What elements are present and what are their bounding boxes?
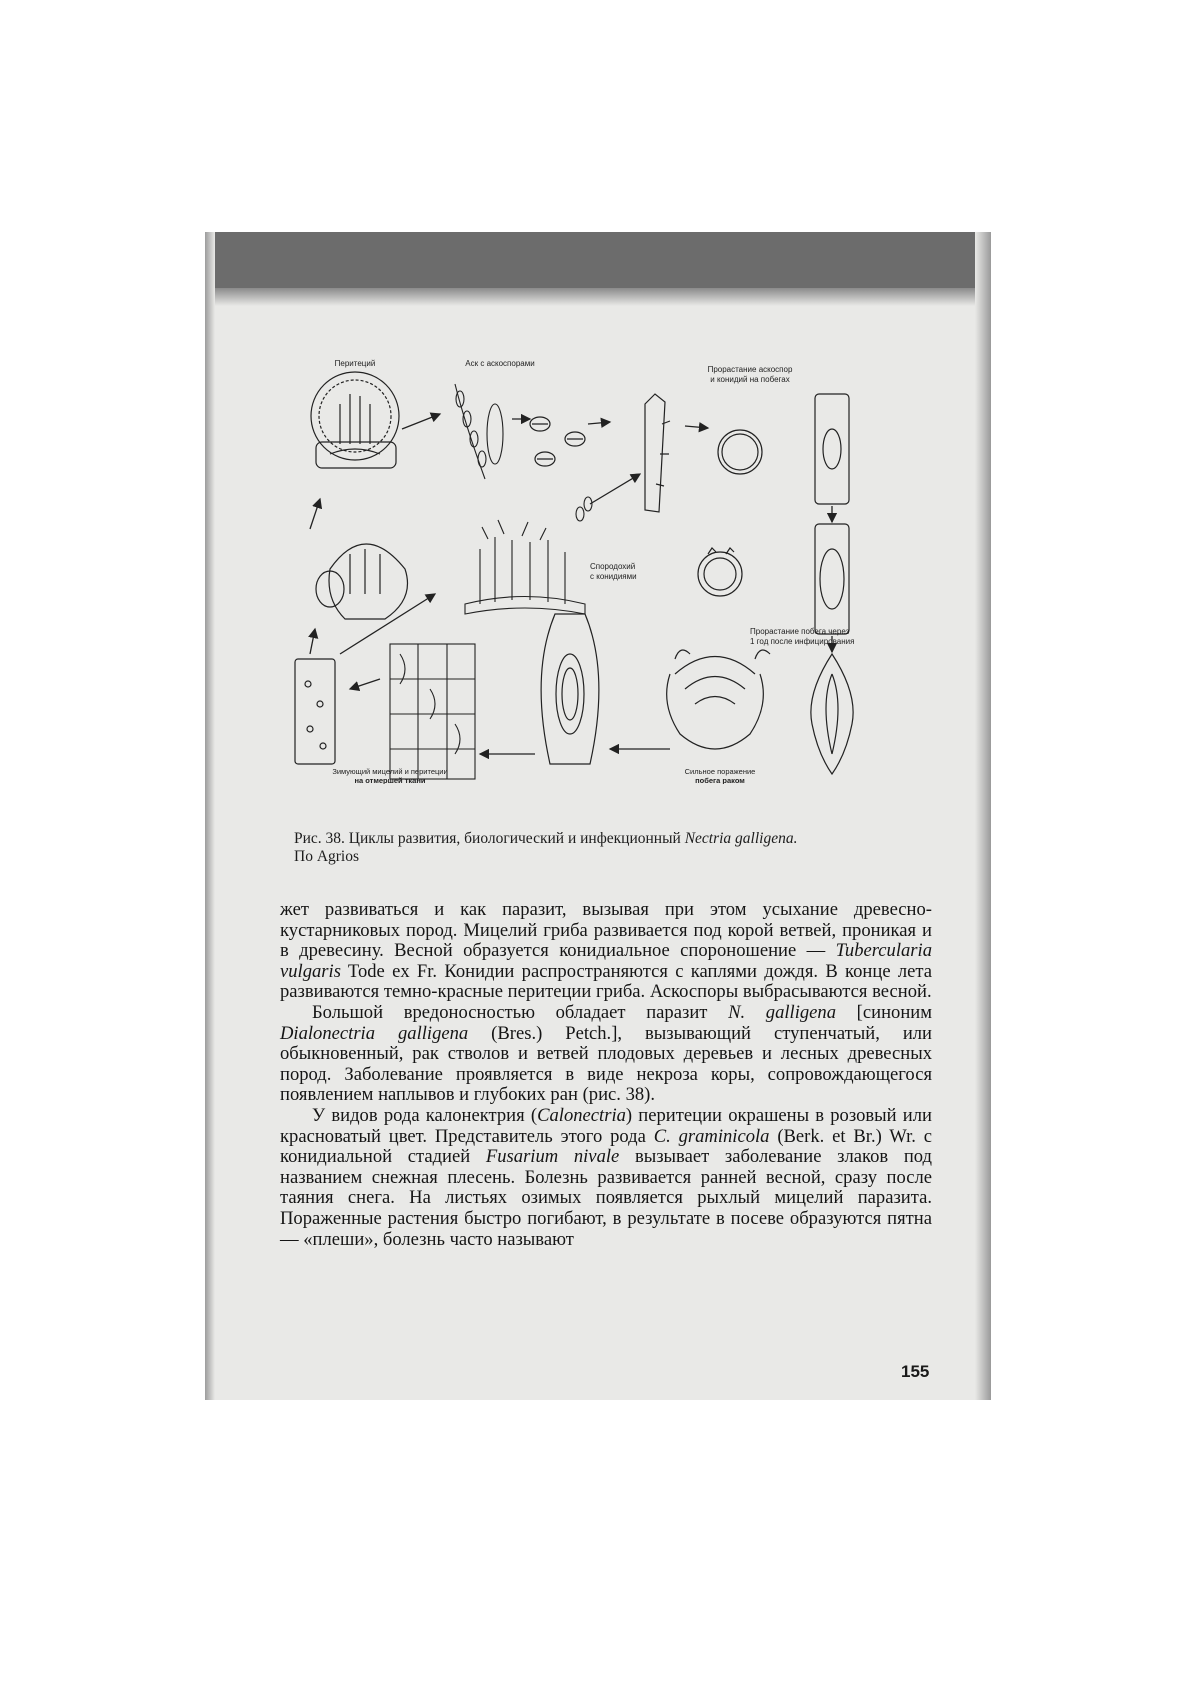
caption-source: По Agrios — [294, 848, 360, 865]
label-mycelium-1: Зимующий мицелий и перитеции — [332, 767, 448, 776]
ascus-drawing — [455, 384, 503, 479]
latin-name: Calonectria — [537, 1104, 626, 1126]
label-germination-1: Прорастание аскоспор — [707, 365, 793, 374]
life-cycle-figure — [290, 354, 880, 784]
label-germination-2: и конидий на побегах — [710, 375, 790, 384]
text-run: ) перитеции окрашены в розовый или красноватый цвет. Представитель этого рода — [280, 1104, 932, 1147]
infected-branch-drawing-2 — [815, 524, 849, 634]
label-damage-2: побега раком — [695, 776, 745, 784]
germinating-shoot-drawing — [645, 394, 670, 512]
caption-species: Nectria galligena. — [684, 830, 798, 847]
text-run: вызывает заболевание злаков под названием снежная плесень. Болезнь развивается ранней весной, сразу после таяния снега. На листьях озимых появляется рыхлый мицелий паразита. Пораженные растения быстро погибают, в результате в посеве образуются пятна — «плеши», болезнь часто называют — [280, 1146, 932, 1250]
dead-tissue-drawing — [390, 644, 475, 779]
perithecium-drawing — [311, 372, 399, 468]
label-ascus: Аск с аскоспорами — [465, 359, 535, 368]
paragraph-1 — [280, 900, 932, 1003]
perithecia-group-drawing — [316, 544, 408, 619]
latin-name: Fusarium nivale — [485, 1146, 620, 1168]
paragraph-2 — [280, 1003, 932, 1106]
latin-name: N. galligena — [728, 1001, 837, 1023]
text-run: [синоним — [836, 1001, 932, 1023]
text-run: Большой вредоносностью обладает паразит — [312, 1001, 729, 1023]
label-damage-1: Сильное поражение — [684, 767, 756, 776]
infected-branch-drawing-1 — [815, 394, 849, 504]
infected-branch-drawing-3 — [811, 654, 853, 774]
label-sporodochium-2: с конидиями — [590, 572, 637, 581]
latin-name: C. graminicola — [653, 1125, 770, 1147]
text-run: Tode ex Fr. Конидии распространяются с каплями дождя. В конце лета развиваются темно-красные перитеции гриба. Аскоспоры выбрасываются весной. — [280, 960, 932, 1003]
text-run: (Berk. et Br.) Wr. с конидиальной стадией — [280, 1125, 932, 1168]
caption-text: Рис. 38. Циклы развития, биологический и инфекционный — [294, 830, 685, 847]
damaged-shoot-drawing — [667, 650, 770, 749]
scan-right-edge — [975, 232, 991, 1400]
latin-name: Dialonectria galligena — [280, 1022, 469, 1044]
page-number: 155 — [901, 1362, 930, 1381]
scan-shadow-band — [205, 232, 991, 288]
text-run: У видов рода калонектрия ( — [312, 1104, 538, 1126]
scanned-page — [205, 232, 991, 1400]
overwintering-mycelium-drawing — [295, 659, 335, 764]
text-run: жет развиваться и как паразит, вызывая при этом усыхание древесно-кустарниковых пород. Мицелий гриба развивается под корой ветвей, проникая и в древесину. Весной образуется конидиальное спороношение — — [280, 899, 932, 962]
shoot-germination-drawing — [698, 548, 742, 596]
sporodochium-drawing — [465, 497, 592, 614]
label-shoot-1: Прорастание побега через — [750, 627, 850, 636]
paragraph-3 — [280, 1106, 932, 1250]
label-sporodochium-1: Спородохий — [590, 562, 636, 571]
scan-left-edge — [205, 232, 215, 1400]
canker-drawing — [541, 614, 599, 764]
latin-name: Tubercularia vulgaris — [280, 940, 932, 982]
label-perithecium: Перитеций — [334, 359, 376, 368]
body-text — [280, 900, 932, 1250]
label-shoot-2: 1 год после инфицирования — [750, 637, 855, 646]
ascospore-drawing — [530, 417, 585, 466]
label-mycelium-2: на отмершей ткани — [354, 776, 426, 784]
shoot-cross-section-drawing — [718, 430, 762, 474]
text-run: (Bres.) Petch.], вызывающий ступенчатый, или обыкновенный, рак стволов и ветвей плодовых деревьев и лесных древесных пород. Заболевание проявляется в виде некроза коры, сопровождающегося появлением наплывов и глубоких ран (рис. 38). — [280, 1022, 933, 1106]
figure-caption — [294, 830, 934, 866]
cycle-arrows — [310, 414, 832, 754]
scan-shadow-fade — [205, 288, 991, 306]
